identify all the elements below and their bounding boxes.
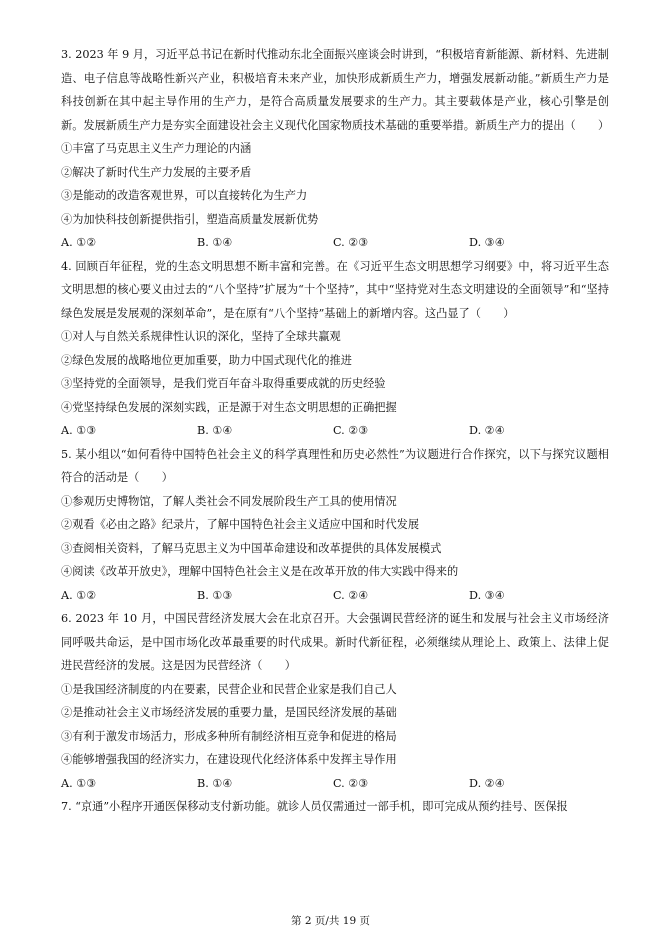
choice-d: D. ③④ — [469, 236, 505, 249]
answer-choices — [61, 231, 609, 255]
statement-4: ④党坚持绿色发展的深刻实践，正是源于对生态文明思想的正确把握 — [61, 400, 397, 414]
question-stem: 6. 2023 年 10 月，中国民营经济发展大会在北京召开。大会强调民营经济的诞生和发展与社会主义市场经济同呼吸共命运，是中国市场化改革最重要的时代成果。新时代新征程，必须继续从理论上、政策上、法律上促进民营经济的发展。这是因为民营经济（ ） — [61, 612, 609, 672]
statement-4: ④能够增强我国的经济实力，在建设现代化经济体系中发挥主导作用 — [61, 753, 397, 766]
statement-3: ③坚持党的全面领导，是我们党百年奋斗取得重要成就的历史经验 — [61, 377, 386, 390]
choice-a: A. ①③ — [61, 776, 97, 790]
statement-3: ③有利于激发市场活力，形成多种所有制经济相互竞争和促进的格局 — [61, 729, 397, 743]
choice-c: C. ②③ — [333, 776, 369, 790]
choice-a: A. ①② — [61, 236, 97, 249]
question-4 — [61, 255, 609, 443]
choice-b: B. ①④ — [197, 236, 233, 249]
statement-1: ①参观历史博物馆，了解人类社会不同发展阶段生产工具的使用情况 — [61, 494, 397, 508]
statement-2: ②是推动社会主义市场经济发展的重要力量，是国民经济发展的基础 — [61, 706, 397, 719]
answer-choices — [61, 584, 609, 608]
statement-2: ②解决了新时代生产力发展的主要矛盾 — [61, 165, 252, 179]
answer-choices — [61, 772, 609, 796]
page-number-footer: 第 2 页/共 19 页 — [291, 915, 370, 927]
question-stem: 3. 2023 年 9 月，习近平总书记在新时代推动东北全面振兴座谈会时讲到，“积极培育新能源、新材料、先进制造、电子信息等战略性新兴产业，积极培育未来产业，加快形成新质生产力，增强发展新动能。”新质生产力是科技创新在其中起主导作用的生产力，是符合高质量发展要求的生产力。其主要载体是产业，核心引擎是创新。发展新质生产力是夯实全面建设社会主义现代化国家物质技术基础的重要举措。新质生产力的提出（ ） — [61, 48, 610, 132]
statement-4: ④阅读《改革开放史》，理解中国特色社会主义是在改革开放的伟大实践中得来的 — [61, 565, 459, 578]
choice-b: B. ①④ — [197, 776, 233, 790]
question-stem-partial: 7. “京通”小程序开通医保移动支付新功能。就诊人员仅需通过一部手机，即可完成从预约挂号、医保报 — [61, 800, 568, 813]
choice-c: C. ②④ — [333, 588, 369, 602]
statement-1: ①对人与自然关系规律性认识的深化，坚持了全球共赢观 — [61, 330, 341, 343]
statement-2: ②绿色发展的战略地位更加重要，助力中国式现代化的推进 — [61, 353, 352, 367]
question-6 — [61, 607, 609, 795]
statement-1: ①丰富了马克思主义生产力理论的内涵 — [61, 142, 252, 155]
statement-2: ②观看《必由之路》纪录片，了解中国特色社会主义适应中国和时代发展 — [61, 518, 420, 531]
question-3 — [61, 43, 609, 255]
choice-d: D. ②④ — [469, 424, 505, 437]
question-7 — [61, 795, 609, 819]
question-stem: 5. 某小组以“如何看待中国特色社会主义的科学真理性和历史必然性”为议题进行合作探究，以下与探究议题相符合的活动是（ ） — [61, 447, 609, 484]
choice-c: C. ②③ — [333, 236, 369, 249]
answer-choices — [61, 419, 609, 443]
questions-area — [61, 43, 609, 819]
choice-a: A. ①② — [61, 588, 97, 602]
choice-d: D. ③④ — [469, 588, 505, 602]
choice-a: A. ①③ — [61, 424, 97, 437]
statement-4: ④为加快科技创新提供指引，塑造高质量发展新优势 — [61, 212, 319, 226]
question-stem: 4. 回顾百年征程，党的生态文明思想不断丰富和完善。在《习近平生态文明思想学习纲要》中，将习近平生态文明思想的核心要义由过去的“八个坚持”扩展为“十个坚持”，其中“坚持党对生态文明建设的全面领导”和“坚持绿色发展是发展观的深刻革命”，是在原有“八个坚持”基础上的新增内容。这凸显了（ ） — [61, 259, 609, 320]
choice-b: B. ①④ — [197, 424, 233, 437]
statement-3: ③是能动的改造客观世界，可以直接转化为生产力 — [61, 189, 308, 202]
choice-c: C. ②③ — [333, 424, 369, 437]
statement-3: ③查阅相关资料，了解马克思主义为中国革命建设和改革提供的具体发展模式 — [61, 541, 442, 555]
choice-d: D. ②④ — [469, 776, 505, 790]
choice-b: B. ①③ — [197, 588, 233, 602]
question-5 — [61, 443, 609, 608]
statement-1: ①是我国经济制度的内在要素，民营企业和民营企业家是我们自己人 — [61, 682, 397, 696]
